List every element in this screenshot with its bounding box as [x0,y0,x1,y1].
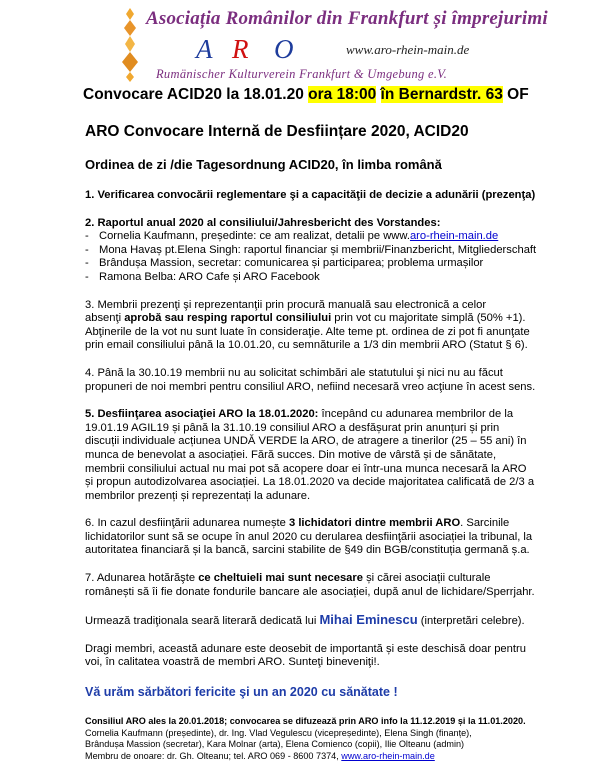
time-highlight: ora 18:00 [308,86,377,103]
list-item: - Brândușa Massion, secretar: comunicarea și participarea; problema urmașilor [85,257,543,271]
aro-letter-a: A [196,34,213,64]
letterhead [0,0,600,84]
footer-website-link[interactable]: www.aro-rhein-main.de [341,750,435,761]
agenda-item-7: 7. Adunarea hotărăşte ce cheltuieli mai sunt necesare și cărei asociații culturale românești să îi fie donate fondurile bancare ale asociației, după anul de lichidare/Sperrjahr. [85,572,535,598]
website-link[interactable]: aro-rhein-main.de [409,230,499,243]
holiday-wish: Vă urăm sărbători fericite şi un an 2020 cu sănătate ! [85,685,398,700]
agenda-item-4: 4. Până la 30.10.19 membrii nu au solicitat schimbări ale statutului şi nici nu au făcut propuneri de noi membri pentru consiliul ARO, nefiind necesară vreo acţiune în acest sens. [85,366,536,393]
agenda-item-2 [85,217,543,285]
aro-logo-icon [118,8,142,82]
agenda-item-5: 5. Desfiinţarea asociaţiei ARO la 18.01.2020: începând cu adunarea membrilor de la 19.01.19 AGIL19 și până la 31.10.19 consiliul ARO a desfășurat prin anunțuri și prin discuții individuale acțiunea UNDĂ VERDE la ARO, de atragere a tinerilor (25 – 55 ani) în munca de benevolat a asociației. Fără succes. Din motive de vârstă și de sănătate, membrii consiliului actual nu mai pot să acopere doar ei într-una munca necesară la ARO și propun autodizolvarea asociației. La 18.01.2020 va decide majoritatea calificată de 2/3 a membrilor prezenți și reprezentați la adunare. [85,408,535,502]
org-subtitle: Rumänischer Kulturverein Frankfurt & Umgebung e.V. [156,67,448,81]
report-list [85,230,543,284]
aro-letter-o: O [274,34,294,64]
footer-contact: Membru de onoare: dr. Gh. Olteanu; tel. ARO 069 - 8600 7374, www.aro-rhein-main.de [85,750,435,761]
agenda-item-6: 6. In cazul desfiinţării adunarea numește 3 lichidatori dintre membrii ARO. Sarcinile lichidatorilor sunt să se ocupe în anul 2020 cu derularea desfiinţării asociației la tribunal, la autoritatea financiară și la bancă, sarcini stabilite de §49 din BGB/constituția germană ș.a. [85,517,533,557]
org-name: Asociația Românilor din Frankfurt și împrejurimi [146,8,548,29]
closing-paragraph: Dragi membri, această adunare este deosebit de importantă și este deschisă doar pentru voi, în calitatea voastră de membri ARO. Sunteţi bineveniţi!. [85,642,526,669]
footer [85,716,543,762]
poet-name: Mihai Eminescu [319,612,418,628]
aro-letter-r: R [232,34,249,64]
footer-line: Cornelia Kaufmann (președinte), dr. Ing. Vlad Vegulescu (vicepreședinte), Elena Singh (finanțe), [85,727,472,738]
list-item: - Mona Havaș pt.Elena Singh: raportul financiar și membrii/Finanzbericht, Mitgliederschaft [85,244,543,258]
footer-line: Brândușa Massion (secretar), Kara Molnar (arta), Elena Comienco (copii), Ilie Olteanu (admin) [85,739,465,750]
list-item: - Ramona Belba: ARO Cafe și ARO Facebook [85,271,543,285]
agenda-item-3: 3. Membrii prezenţi şi reprezentanţii prin procură manuală sau electronică a celor absenţi aprobă sau resping raportul consiliului prin vot cu majoritate simplă (50% +1). Abţinerile de la vot nu sunt luate în consideraţie. Alte teme pt. ordinea de zi pot fi anunţate prin email consiliului până la 10.01.20, cu semnăturile a 1/3 din membrii ARO (Statut § 6). [85,298,530,352]
agenda-item-2-heading: 2. Raportul anual 2020 al consiliului/Jahresbericht des Vorstandes: [85,216,441,229]
footer-council-line: Consiliul ARO ales la 20.01.2018; convocarea se difuzează prin ARO info la 11.12.2019 și la 11.01.2020. [85,716,526,727]
header-website[interactable]: www.aro-rhein-main.de [346,42,470,57]
document-title: ARO Convocare Internă de Desființare 2020, ACID20 [85,123,469,140]
agenda-item-1: 1. Verificarea convocării reglementare şi a capacităţii de decizie a adunării (prezenţa) [85,189,536,201]
agenda-title: Ordinea de zi /die Tagesordnung ACID20, în limba română [85,157,442,172]
literary-evening: Urmează tradiţionala seară literară dedicată lui Mihai Eminescu (interpretări celebre). [85,612,525,628]
document-body [85,85,543,762]
place-highlight: în Bernardstr. 63 [380,86,503,103]
list-item: - Cornelia Kaufmann, președinte: ce am realizat, detalii pe www.aro-rhein-main.de [85,230,543,244]
convocation-title: Convocare ACID20 la 18.01.20 ora 18:00 în Bernardstr. 63 OF [83,86,529,103]
